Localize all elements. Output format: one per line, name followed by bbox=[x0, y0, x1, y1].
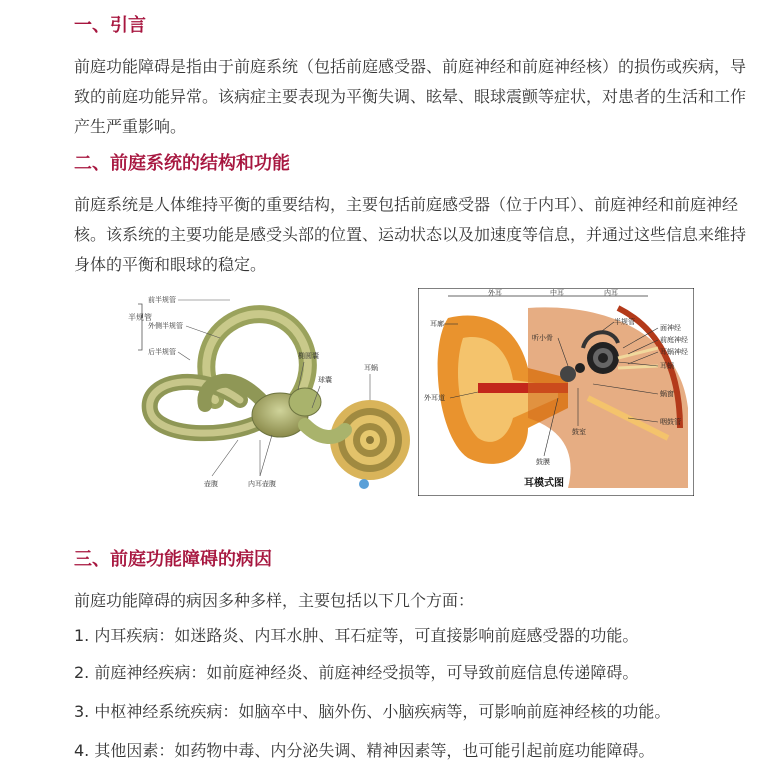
label-lateral-canal: 外侧半规管 bbox=[148, 322, 183, 330]
label-vestibular-nerve: 前庭神经 bbox=[660, 336, 688, 344]
cause-item-3: 3. 中枢神经系统疾病：如脑卒中、脑外伤、小脑疾病等，可影响前庭神经核的功能。 bbox=[74, 702, 671, 721]
label-saccule: 球囊 bbox=[318, 376, 332, 384]
label-ossicles: 听小骨 bbox=[532, 334, 553, 342]
label-ear-canal: 外耳道 bbox=[424, 394, 445, 402]
section-body-intro: 前庭功能障碍是指由于前庭系统（包括前庭感受器、前庭神经和前庭神经核）的损伤或疾病，导致的前庭功能异常。该病症主要表现为平衡失调、眩晕、眼球震颤等症状，对患者的生活和工作产生严重影响。 bbox=[74, 57, 747, 136]
cause-item-1: 1. 内耳疾病：如迷路炎、内耳水肿、耳石症等，可直接影响前庭感受器的功能。 bbox=[74, 626, 639, 645]
section-body-structure: 前庭系统是人体维持平衡的重要结构，主要包括前庭感受器（位于内耳）、前庭神经和前庭神经核。该系统的主要功能是感受头部的位置、运动状态以及加速度等信息，并通过这些信息来维持身体的平衡和眼球的稳定。 bbox=[74, 195, 747, 274]
region-middle-ear: 中耳 bbox=[550, 289, 564, 297]
label-posterior-canal: 后半规管 bbox=[148, 348, 176, 356]
label-semicircular-canals: 半规管 bbox=[614, 318, 635, 326]
causes-intro: 前庭功能障碍的病因多种多样，主要包括以下几个方面： bbox=[74, 591, 475, 610]
label-canals-group-1: 半规管 bbox=[128, 313, 152, 322]
label-cochlea-right: 耳蜗 bbox=[660, 362, 674, 370]
label-inner-ampulla: 内耳壶腹 bbox=[248, 480, 276, 488]
label-cochlear-nerve: 耳蜗神经 bbox=[660, 348, 688, 356]
label-utricle: 椭圆囊 bbox=[298, 352, 319, 360]
figure-caption: 耳模式图 bbox=[524, 478, 564, 489]
section-heading-structure: 二、前庭系统的结构和功能 bbox=[74, 153, 290, 174]
label-ampulla: 壶腹 bbox=[204, 480, 218, 488]
label-eardrum: 鼓膜 bbox=[536, 458, 550, 466]
cause-item-2: 2. 前庭神经疾病：如前庭神经炎、前庭神经受损等，可导致前庭信息传递障碍。 bbox=[74, 663, 639, 682]
label-auricle: 耳廓 bbox=[430, 320, 444, 328]
section-heading-causes: 三、前庭功能障碍的病因 bbox=[74, 549, 272, 570]
label-round-window: 蜗窗 bbox=[660, 390, 674, 398]
cause-item-4: 4. 其他因素：如药物中毒、内分泌失调、精神因素等，也可能引起前庭功能障碍。 bbox=[74, 741, 655, 760]
label-tympanic-cavity: 鼓室 bbox=[572, 428, 586, 436]
label-eustachian-tube: 咽鼓管 bbox=[660, 418, 681, 426]
region-inner-ear: 内耳 bbox=[604, 289, 618, 297]
section-heading-intro: 一、引言 bbox=[74, 15, 146, 36]
label-cochlea: 耳蜗 bbox=[364, 364, 378, 372]
region-outer-ear: 外耳 bbox=[488, 289, 502, 297]
inner-ear-diagram bbox=[120, 290, 416, 496]
label-facial-nerve: 面神经 bbox=[660, 324, 681, 332]
ear-schematic-diagram bbox=[418, 288, 694, 496]
label-anterior-canal: 前半规管 bbox=[148, 296, 176, 304]
